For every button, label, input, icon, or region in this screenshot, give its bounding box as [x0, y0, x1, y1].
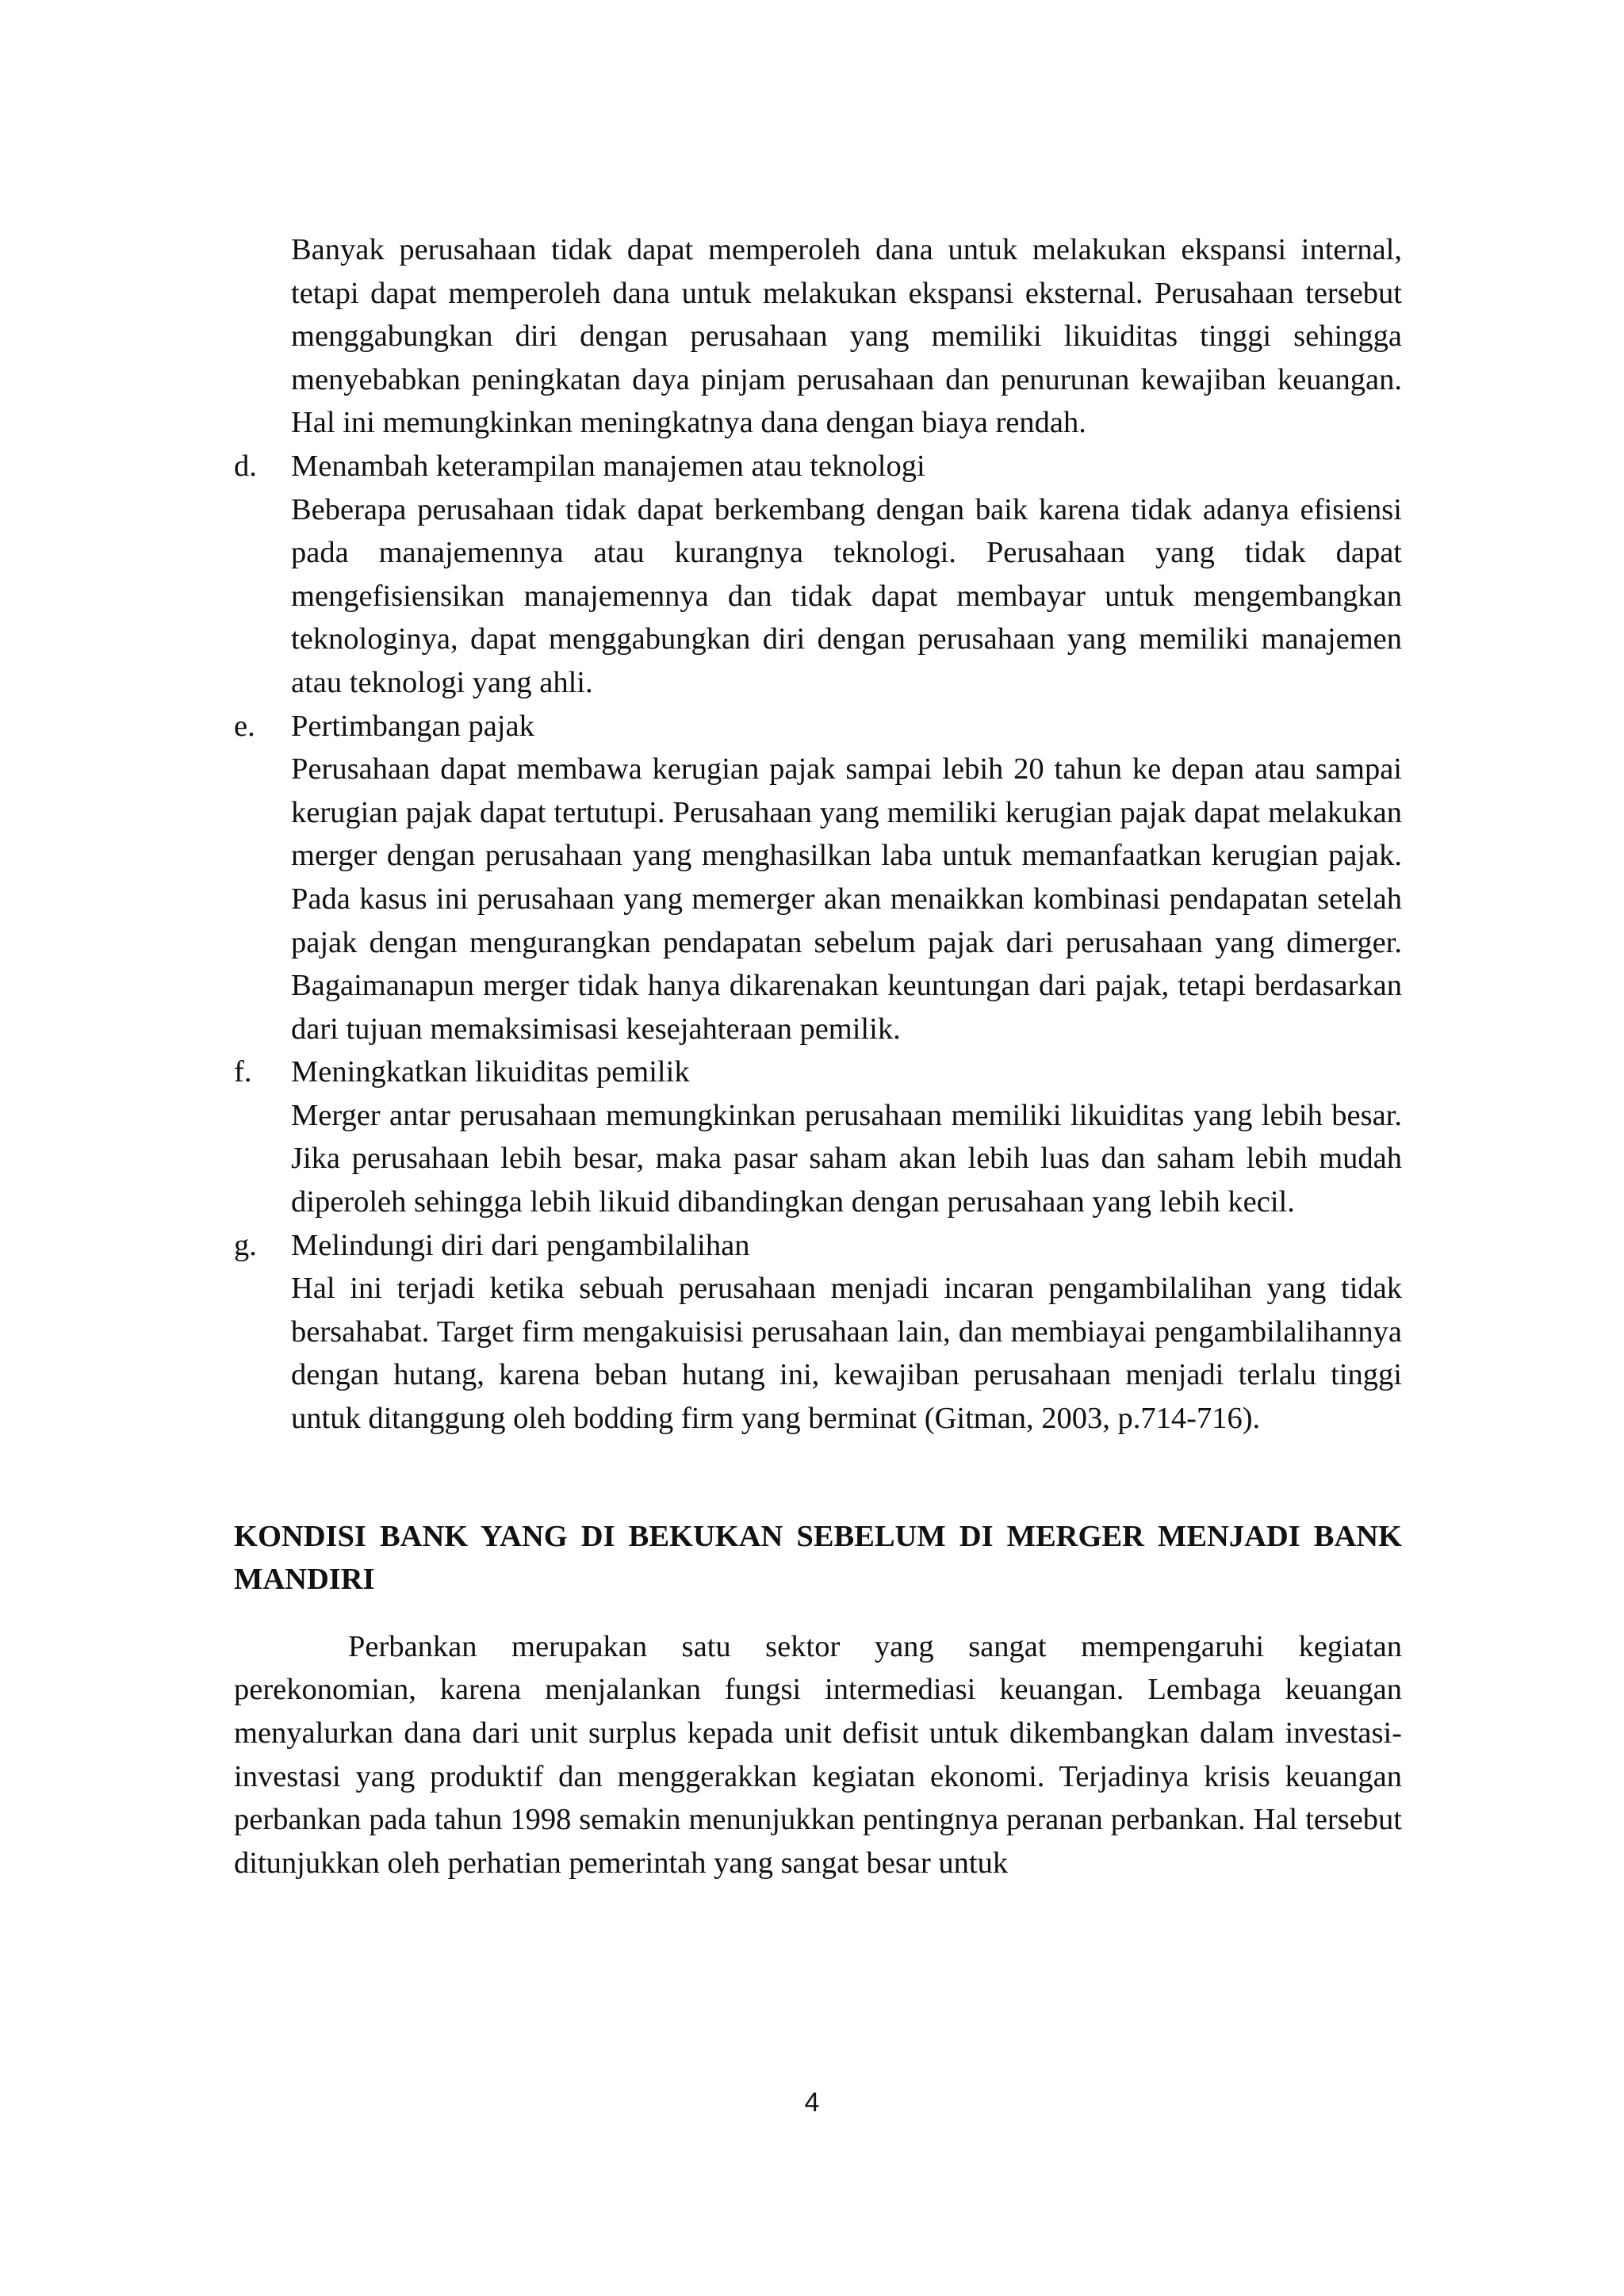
list-item-e — [234, 705, 1402, 1051]
section-paragraph: Perbankan merupakan satu sektor yang sangat mempengaruhi kegiatan perekonomian, karena menjalankan fungsi intermediasi keuangan. Lembaga keuangan menyalurkan dana dari unit surplus kepada unit defisit untuk dikembangkan dalam investasi-investasi yang produktif dan menggerakkan kegiatan ekonomi. Terjadinya krisis keuangan perbankan pada tahun 1998 semakin menunjukkan pentingnya peranan perbankan. Hal tersebut ditunjukkan oleh perhatian pemerintah yang sangat besar untuk — [234, 1629, 1402, 1880]
section-heading: KONDISI BANK YANG DI BEKUKAN SEBELUM DI MERGER MENJADI BANK MANDIRI — [234, 1519, 1402, 1597]
list-item-title: Menambah keterampilan manajemen atau teknologi — [291, 449, 925, 483]
list-item-title: Melindungi diri dari pengambilalihan — [291, 1228, 750, 1262]
page-number: 4 — [804, 2087, 820, 2118]
list-marker: e. — [234, 709, 255, 743]
document-page — [234, 228, 1402, 1885]
list-marker: g. — [234, 1228, 257, 1262]
list-item-g — [234, 1224, 1402, 1441]
list-item-title: Meningkatkan likuiditas pemilik — [291, 1055, 690, 1089]
list-item-text: Merger antar perusahaan memungkinkan perusahaan memiliki likuiditas yang lebih besar. Jika perusahaan lebih besar, maka pasar saham akan lebih luas dan saham lebih mudah diperoleh sehingga lebih likuid dibandingkan dengan perusahaan yang lebih kecil. — [291, 1098, 1402, 1219]
list-item-title: Pertimbangan pajak — [291, 709, 534, 743]
list-item-d — [234, 445, 1402, 705]
list-item-f — [234, 1050, 1402, 1223]
list-marker: d. — [234, 449, 257, 483]
list-marker: f. — [234, 1055, 252, 1089]
list-item-text: Perusahaan dapat membawa kerugian pajak sampai lebih 20 tahun ke depan atau sampai kerugian pajak dapat tertutupi. Perusahaan yang memiliki kerugian pajak dapat melakukan merger dengan perusahaan yang menghasilkan laba untuk memanfaatkan kerugian pajak. Pada kasus ini perusahaan yang memerger akan menaikkan kombinasi pendapatan setelah pajak dengan mengurangkan pendapatan sebelum pajak dari perusahaan yang dimerger. Bagaimanapun merger tidak hanya dikarenakan keuntungan dari pajak, tetapi berdasarkan dari tujuan memaksimisasi kesejahteraan pemilik. — [291, 752, 1402, 1046]
list-item-text: Beberapa perusahaan tidak dapat berkembang dengan baik karena tidak adanya efisiensi pada manajemennya atau kurangnya teknologi. Perusahaan yang tidak dapat mengefisiensikan manajemennya dan tidak dapat membayar untuk mengembangkan teknologinya, dapat menggabungkan diri dengan perusahaan yang memiliki manajemen atau teknologi yang ahli. — [291, 492, 1402, 699]
intro-paragraph: Banyak perusahaan tidak dapat memperoleh dana untuk melakukan ekspansi internal, tetapi dapat memperoleh dana untuk melakukan ekspansi eksternal. Perusahaan tersebut menggabungkan diri dengan perusahaan yang memiliki likuiditas tinggi sehingga menyebabkan peningkatan daya pinjam perusahaan dan penurunan kewajiban keuangan. Hal ini memungkinkan meningkatnya dana dengan biaya rendah. — [291, 233, 1402, 440]
list-item-text: Hal ini terjadi ketika sebuah perusahaan menjadi incaran pengambilalihan yang tidak bersahabat. Target firm mengakuisisi perusahaan lain, dan membiayai pengambilalihannya dengan hutang, karena beban hutang ini, kewajiban perusahaan menjadi terlalu tinggi untuk ditanggung oleh bodding firm yang berminat (Gitman, 2003, p.714-716). — [291, 1272, 1402, 1436]
